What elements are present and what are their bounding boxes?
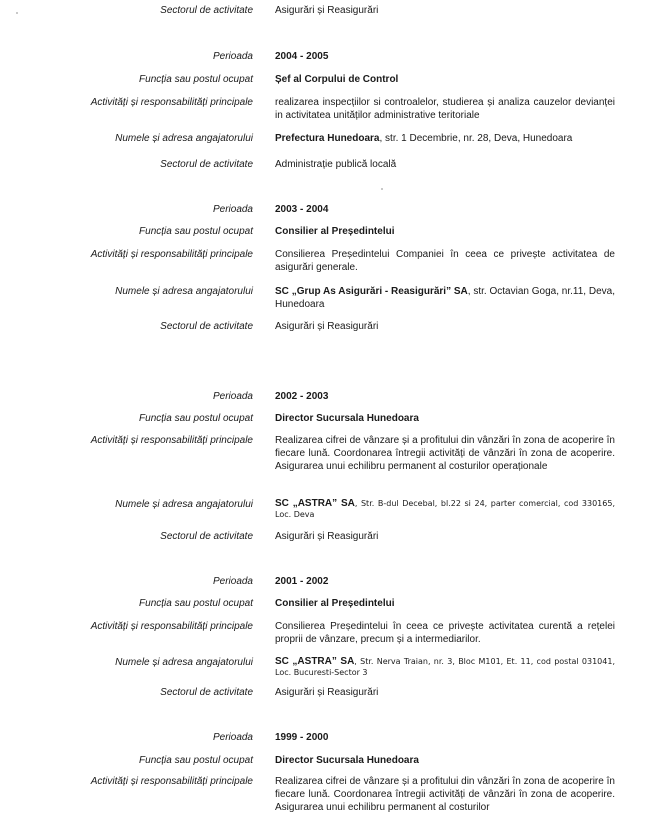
employer-name: SC „Grup As Asigurări - Reasigurări” SA	[275, 286, 468, 297]
sector-value: Asigurări și Reasigurări	[275, 5, 379, 16]
position-value: Consilier al Președintelui	[275, 226, 395, 237]
period-label: Perioada	[212, 204, 253, 215]
period-value: 2004 - 2005	[275, 51, 329, 62]
position-label: Funcția sau postul ocupat	[139, 74, 253, 85]
sector-value: Administrație publică locală	[275, 159, 397, 170]
position-value: Consilier al Președintelui	[275, 598, 395, 609]
employer-value	[275, 285, 615, 311]
employer-address: , Str. Nerva Traian, nr. 3, Bloc M101, Et. 11, cod postal 031041, Loc. Bucuresti-Sector 3	[275, 657, 615, 677]
scan-speck	[16, 12, 18, 14]
period-value: 2003 - 2004	[275, 204, 329, 215]
activities-value: Realizarea cifrei de vânzare și a profitului din vânzări în zona de acoperire în fiecare lună. Coordonarea întregii activități de vânzări în zona de acoperire. Asigurarea unui echilibru permanent al costurilor operaționale	[275, 435, 615, 472]
period-value: 1999 - 2000	[275, 732, 329, 743]
position-label: Funcția sau postul ocupat	[139, 598, 253, 609]
sector-label: Sectorul de activitate	[160, 531, 253, 542]
employer-value	[275, 498, 615, 520]
position-value: Director Sucursala Hunedoara	[275, 413, 419, 424]
employer-address: , Str. B-dul Decebal, bl.22 si 24, parter comercial, cod 330165, Loc. Deva	[275, 499, 615, 519]
sector-value: Asigurări și Reasigurări	[275, 687, 379, 698]
employer-name: SC „ASTRA” SA	[275, 656, 355, 667]
position-label: Funcția sau postul ocupat	[139, 755, 253, 766]
period-value: 2002 - 2003	[275, 391, 329, 402]
period-label: Perioada	[212, 391, 253, 402]
period-label: Perioada	[212, 51, 253, 62]
sector-value: Asigurări și Reasigurări	[275, 531, 379, 542]
employer-address: , str. Octavian Goga, nr.11, Deva, Hunedoara	[275, 286, 616, 310]
activities-label: Activități și responsabilități principale	[90, 621, 253, 632]
employer-label: Numele și adresa angajatorului	[115, 499, 253, 510]
employer-label: Numele și adresa angajatorului	[115, 286, 253, 297]
employer-value	[275, 656, 615, 678]
employer-address: , str. 1 Decembrie, nr. 28, Deva, Hunedoara	[379, 133, 573, 144]
activities-value: Consilierea Președintelui în ceea ce privește activitatea curentă a rețelei proprii de vânzare, precum și a intermediarilor.	[275, 621, 615, 645]
activities-label: Activități și responsabilități principale	[90, 97, 253, 108]
employer-value	[275, 132, 615, 145]
position-value: Director Sucursala Hunedoara	[275, 755, 419, 766]
activities-label: Activități și responsabilități principale	[90, 435, 253, 446]
activities-label: Activități și responsabilități principale	[90, 776, 253, 787]
period-label: Perioada	[212, 576, 253, 587]
scan-speck	[381, 188, 383, 190]
period-label: Perioada	[212, 732, 253, 743]
sector-label: Sectorul de activitate	[160, 321, 253, 332]
activities-value: Consilierea Președintelui Companiei în ceea ce privește activitatea de asigurări generale.	[275, 249, 615, 273]
employer-label: Numele și adresa angajatorului	[115, 133, 253, 144]
sector-label: Sectorul de activitate	[160, 687, 253, 698]
employer-name: SC „ASTRA” SA	[275, 498, 355, 509]
activities-value: Realizarea cifrei de vânzare și a profitului din vânzări în zona de acoperire în fiecare lună. Coordonarea întregii activități de vânzări în zona de acoperire. Asigurarea unui echilibru permanent al costurilor	[275, 776, 615, 813]
position-label: Funcția sau postul ocupat	[139, 226, 253, 237]
activities-value: realizarea inspecțiilor si controalelor, studierea și analiza cauzelor devianței in activitatea unităților administrative teritoriale	[275, 97, 615, 121]
sector-label: Sectorul de activitate	[160, 5, 253, 16]
activities-label: Activități și responsabilități principale	[90, 249, 253, 260]
employer-label: Numele și adresa angajatorului	[115, 657, 253, 668]
sector-label: Sectorul de activitate	[160, 159, 253, 170]
employer-name: Prefectura Hunedoara	[275, 133, 380, 144]
position-label: Funcția sau postul ocupat	[139, 413, 253, 424]
period-value: 2001 - 2002	[275, 576, 329, 587]
sector-value: Asigurări și Reasigurări	[275, 321, 379, 332]
position-value: Șef al Corpului de Control	[275, 74, 399, 85]
